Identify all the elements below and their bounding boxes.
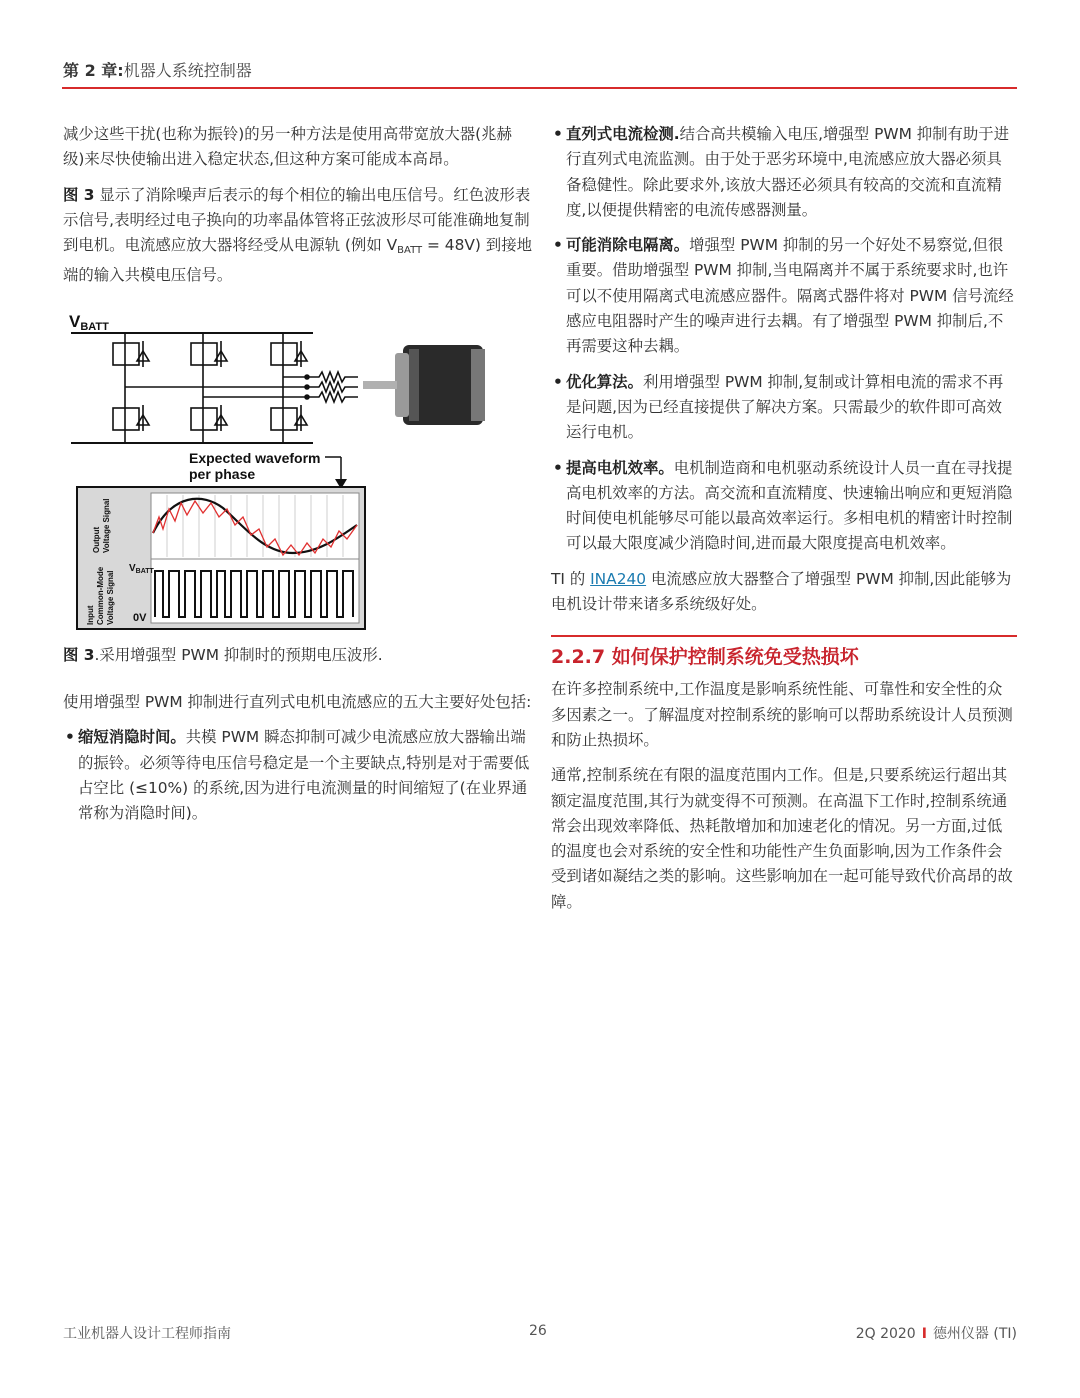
svg-text:VBATT: $V_{BATT}$ (129, 562, 154, 575)
paragraph: 减少这些干扰(也称为振铃)的另一种方法是使用高带宽放大器(兆赫级)来尽快使输出进入稳定状态,但这种方案可能成本高昂。 (63, 125, 512, 169)
svg-text:0V: 0V (133, 611, 147, 624)
vbatt-label: VBATT (69, 311, 109, 333)
left-column (63, 122, 533, 837)
paragraph: 通常,控制系统在有限的温度范围内工作。但是,只要系统运行超出其额定温度范围,其行为就变得不可预测。在高温下工作时,控制系统通常会出现效率降低、热耗散增加和加速老化的情况。另一方面,过低的温度也会对系统的安全性和功能性产生负面影响,因为工作条件会受到诸如凝结之类的影响。这些影响加在一起可能导致代价高昂的故障。 (551, 766, 1013, 911)
motor-icon (363, 345, 485, 425)
paragraph: 使用增强型 PWM 抑制进行直列式电机电流感应的五大主要好处包括: (63, 693, 532, 712)
figure-caption: 图 3.采用增强型 PWM 抑制时的预期电压波形. (63, 645, 383, 664)
section-heading: 2.2.7 如何保护控制系统免受热损坏 (551, 646, 859, 669)
list-item: • 直列式电流检测.结合高共模输入电压,增强型 PWM 抑制有助于进行直列式电流监测。由于处于恶劣环境中,电流感应放大器必须具备稳健性。除此要求外,该放大器还必须具有较高的交流和直流精度,以便提供精密的电流传感器测量。 (551, 122, 1017, 223)
paragraph: 图 3 显示了消除噪声后表示的每个相位的输出电压信号。红色波形表示信号,表明经过电子换向的功率晶体管将正弦波形尽可能准确地复制到电机。电流感应放大器将经受从电源轨 (例如 $V_{BATT} = 48V$) 到接地端的输入共模电压信号。 (63, 185, 532, 285)
svg-text:Expected waveform: Expected waveform (189, 449, 321, 466)
svg-text:Output: Output (92, 526, 101, 553)
paragraph: 在许多控制系统中,工作温度是影响系统性能、可靠性和安全性的众多因素之一。了解温度对控制系统的影响可以帮助系统设计人员预测和防止热损坏。 (551, 680, 1013, 749)
page-header (63, 58, 252, 81)
right-column (551, 122, 1017, 925)
pwm-waveform-diagram (63, 303, 533, 633)
list-item: • 提高电机效率。电机制造商和电机驱动系统设计人员一直在寻找提高电机效率的方法。高交流和直流精度、快速输出响应和更短消隐时间使电机能够尽可能以最高效率运行。多相电机的精密计时控制可以最大限度减少消隐时间,进而最大限度提高电机效率。 (551, 456, 1017, 557)
svg-text:Common-Mode: Common-Mode (96, 566, 105, 625)
paragraph: TI 的 INA240 电流感应放大器整合了增强型 PWM 抑制,因此能够为电机设计带来诸多系统级好处。 (551, 569, 1012, 614)
ina240-link[interactable]: INA240 (590, 569, 647, 588)
benefit-list (63, 725, 533, 826)
svg-text:per phase: per phase (189, 465, 256, 482)
section-rule (551, 635, 1017, 637)
svg-text:Input: Input (86, 605, 95, 625)
list-item: • 可能消除电隔离。增强型 PWM 抑制的另一个好处不易察觉,但很重要。借助增强型 PWM 抑制,当电隔离并不属于系统要求时,也许可以不使用隔离式电流感应器件。隔离式器件将对 PWM 信号流经感应电阻器时产生的噪声进行去耦。有了增强型 PWM 抑制后,不再需要这种去耦。 (551, 233, 1017, 359)
list-item: • 缩短消隐时间。共模 PWM 瞬态抑制可减少电流感应放大器输出端的振铃。必须等待电压信号稳定是一个主要缺点,特别是对于需要低占空比 (≤10%) 的系统,因为进行电流测量的时间缩短了(在业界通常称为消隐时间)。 (63, 725, 533, 826)
footer-info: 2Q 2020 I 德州仪器 (TI) (855, 1326, 1017, 1342)
list-item: • 优化算法。利用增强型 PWM 抑制,复制或计算相电流的需求不再是问题,因为已经直接提供了解决方案。只需最少的软件即可高效运行电机。 (551, 370, 1017, 446)
svg-text:Voltage Signal: Voltage Signal (102, 498, 111, 553)
benefit-list (551, 122, 1017, 557)
svg-text:Voltage Signal: Voltage Signal (106, 570, 115, 625)
chapter-title: 机器人系统控制器 (123, 61, 252, 80)
page-number: 26 (529, 1323, 547, 1339)
figure-3 (63, 303, 533, 633)
chapter-number: 第 2 章: (63, 61, 124, 80)
footer-separator: I (921, 1326, 927, 1342)
figure-reference: 图 3 (63, 185, 95, 204)
header-rule (62, 87, 1017, 89)
footer-title: 工业机器人设计工程师指南 (63, 1326, 231, 1342)
